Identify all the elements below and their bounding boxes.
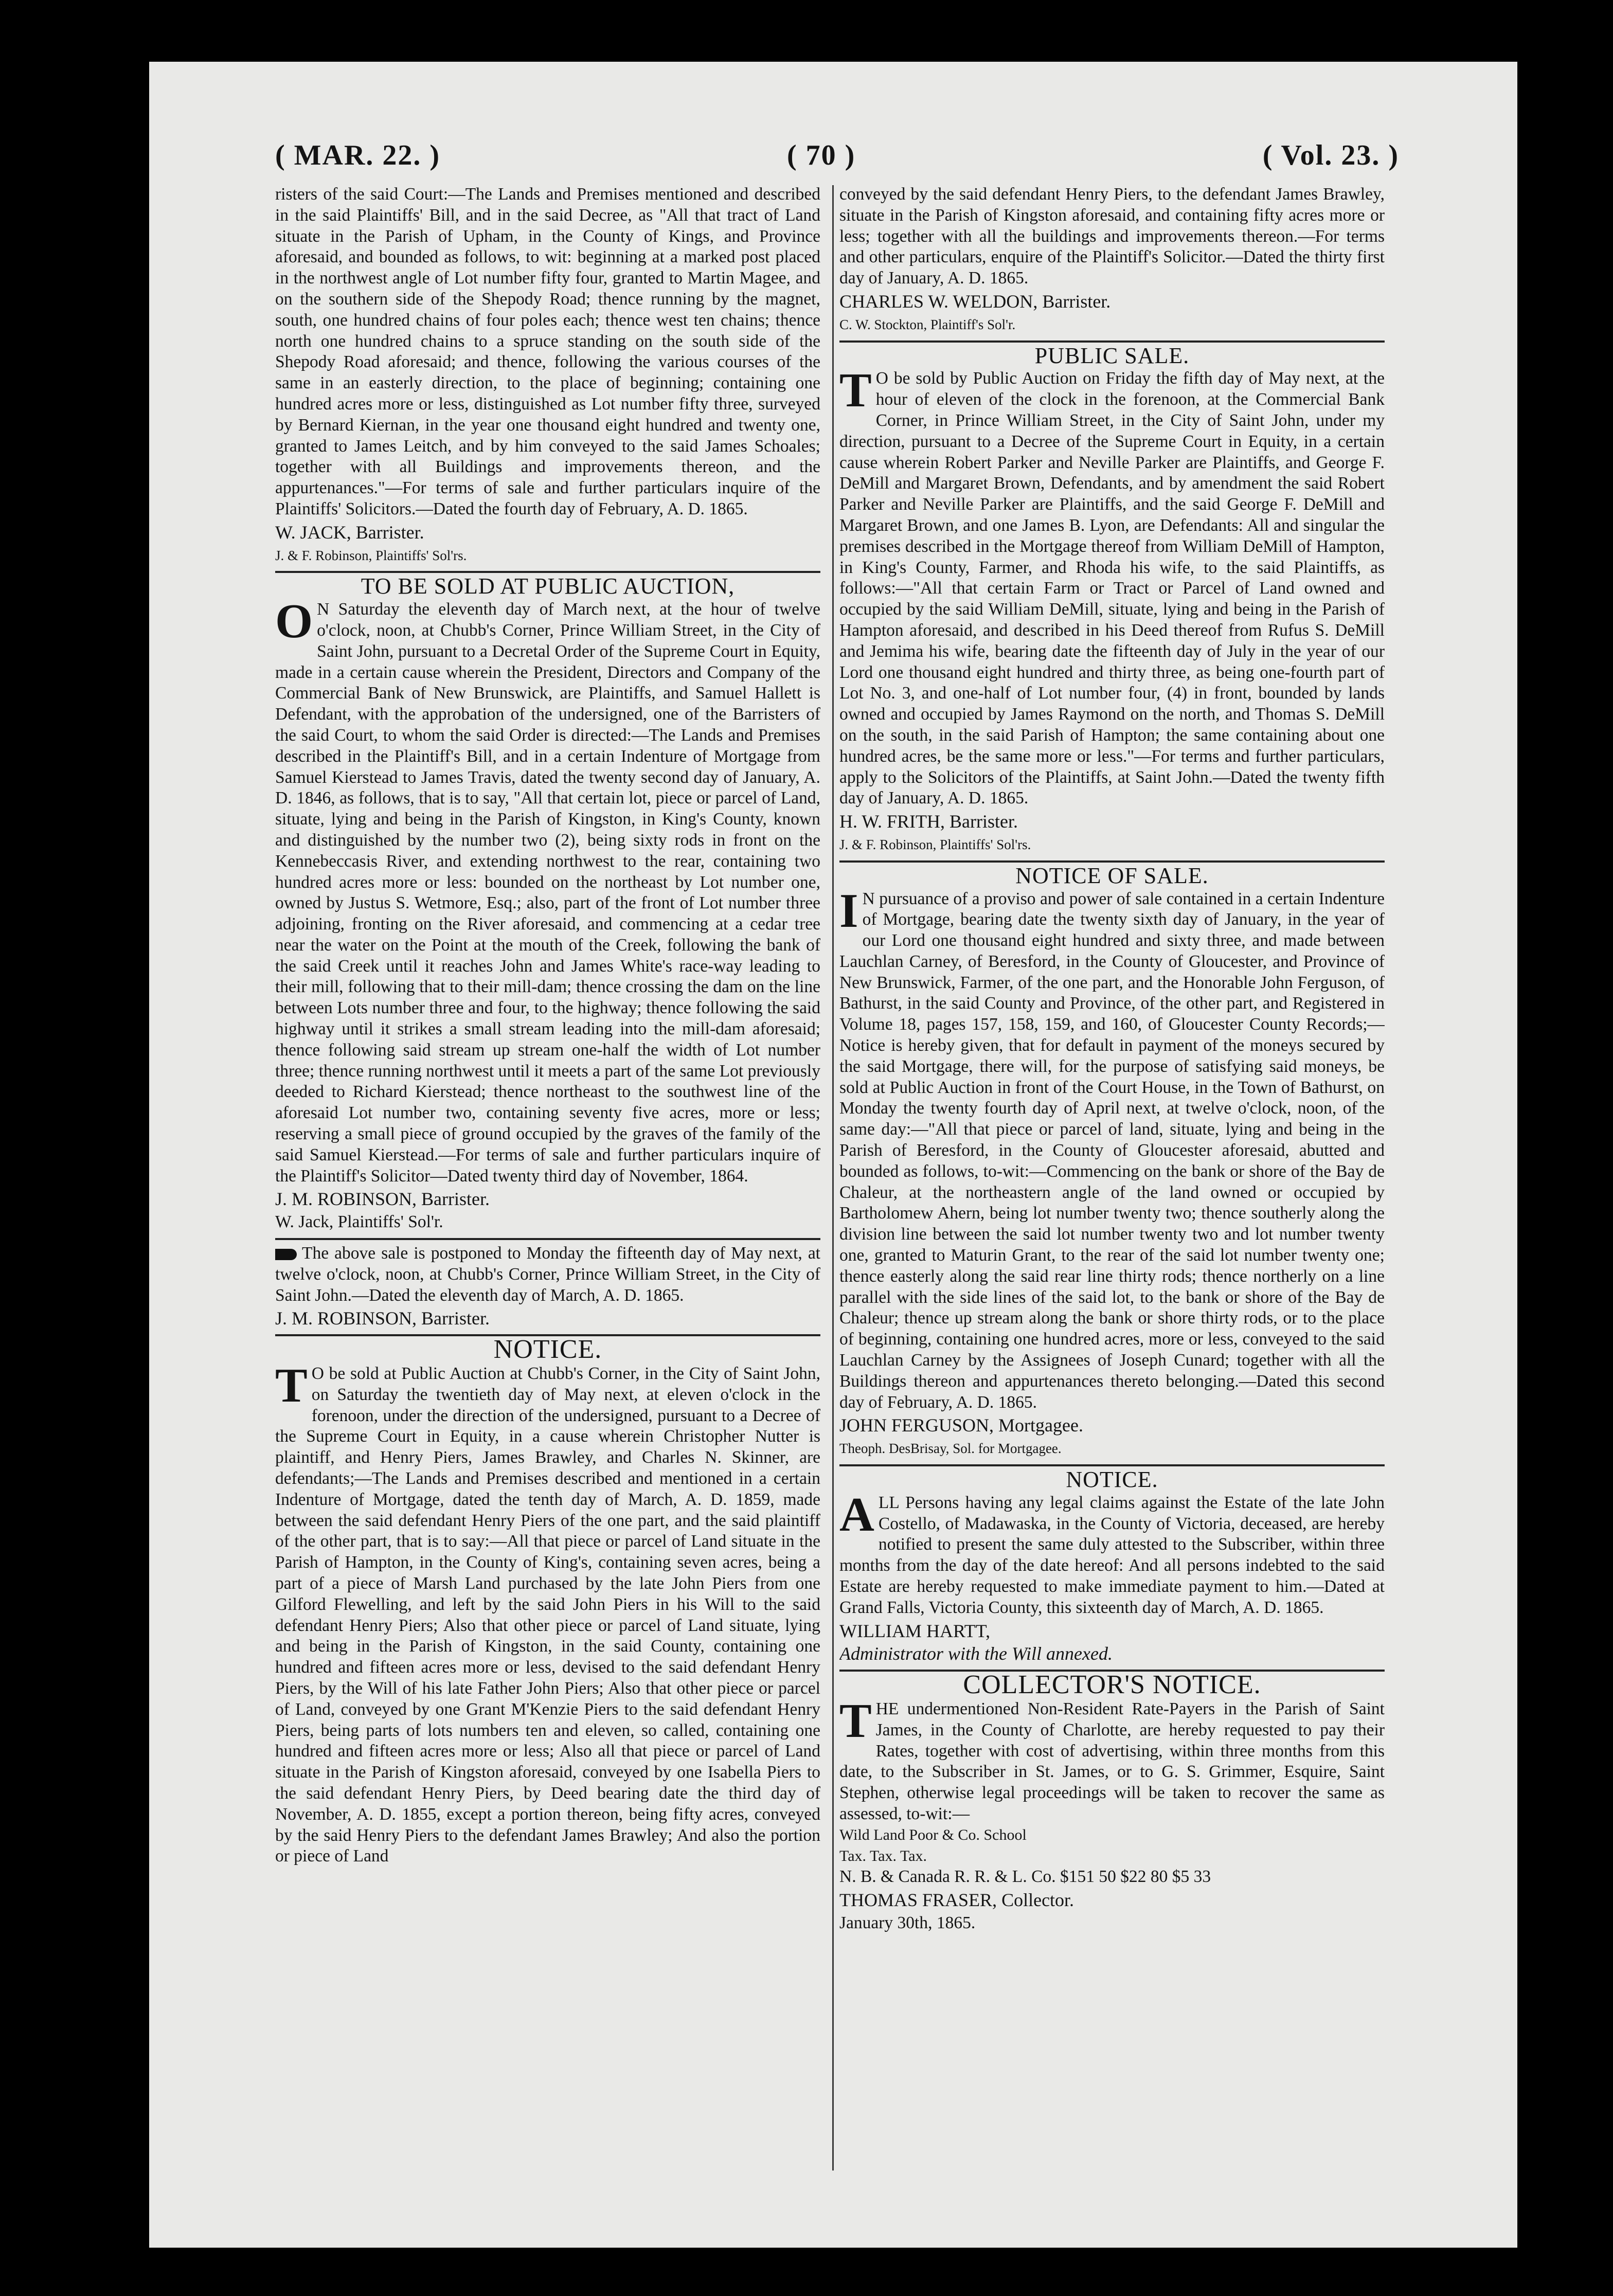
notice-piers-signature: CHARLES W. WELDON, Barrister. xyxy=(839,291,1111,312)
drop-cap: T xyxy=(839,1694,872,1748)
notice-of-sale-body xyxy=(839,884,1385,1413)
column-divider xyxy=(832,185,834,2171)
drop-cap: I xyxy=(839,884,858,938)
header-page-number: ( 70 ) xyxy=(787,139,856,171)
notice-of-sale-text: N pursuance of a proviso and power of sale contained in a certain Indenture of Mortgage, bearing date the twenty sixth day of January, in the year of our Lord one thousand eight hundred and sixty three, and made between Lauchlan Carney, of Beresford, in the County of Gloucester, and Province of New Brunswick, Farmer, of the one part, and the Honorable John Ferguson, of Bathurst, in the said County and Province, of the other part, and Registered in Volume 18, pages 157, 158, 159, and 160, of Gloucester County Records;—Notice is hereby given, that for default in payment of the moneys secured by the said Mortgage, there will, for the purpose of satisfying said moneys, be sold at Public Auction in front of the Court House, in the Town of Bathurst, on Monday the twenty fourth day of April next, at twelve o'clock, noon, of the same day:—"All that piece or parcel of land, situate, lying and being in the Parish of Beresford, in the County of Gloucester aforesaid, abutted and bounded as follows, to-wit:—Commencing on the bank or shore of the Bay de Chaleur, at the northeastern angle of the land owned or occupied by Bartholomew Ahern, being lot number twenty two; thence southerly along the division line between the said lot number twenty two and lot number twenty one, granted to Maturin Grant, to the rear of the said lot number twenty one; thence easterly along the said rear line thirty rods; thence northerly on a line parallel with the side lines of the said lot, to the bank or shore of the Bay de Chaleur; thence up stream along the bank or shore thirty rods, or to the place of beginning, containing one hundred acres, more or less, conveyed to the said Lauchlan Carney by the Assignees of Joseph Cunard; together with all the Buildings thereon and appurtenances thereto belonging.—Dated this second day of February, A. D. 1865. xyxy=(839,889,1385,1412)
right-column xyxy=(839,184,1385,2180)
estate-notice-heading: NOTICE. xyxy=(1066,1467,1158,1493)
estate-notice-body xyxy=(839,1487,1385,1619)
notice-auction-signature: J. M. ROBINSON, Barrister. xyxy=(275,1189,490,1210)
divider-rule xyxy=(275,1238,820,1240)
drop-cap: T xyxy=(839,364,872,418)
public-sale-heading: PUBLIC SALE. xyxy=(1034,343,1190,368)
newspaper-page xyxy=(149,62,1517,2248)
notice-auction-text: N Saturday the eleventh day of March next, at the hour of twelve o'clock, noon, at Chubb's Corner, Prince William Street, in the City of Saint John, pursuant to a Decretal Order of the Supreme Court in Equity, made in a certain cause wherein the President, Directors and Company of the Commercial Bank of New Brunswick, are Plaintiffs, and Samuel Hallett is Defendant, with the approbation of the undersigned, one of the Barristers of the said Court, to whom the said Order is directed:—The Lands and Premises described in the Plaintiff's Bill, and in a certain Indenture of Mortgage from Samuel Kierstead to James Travis, dated the twenty second day of January, A. D. 1846, as follows, that is to say, "All that certain lot, piece or parcel of Land, situate, lying and being in the Parish of Kingston, in King's County, known and distinguished by the number two (2), being sixty rods in front on the Kennebeccasis River, and extending northwest to the rear, containing two hundred acres more or less: bounded on the northeast by Lot number one, owned by Justus S. Wetmore, Esq.; also, part of the front of Lot number three adjoining, fronting on the River aforesaid, and commencing at a cedar tree near the water on the Point at the mouth of the Creek, following the bank of the said Creek until it reaches John and James White's race-way leading to their mill, following that to their mill-dam; thence crossing the dam on the line between Lots number three and four, to the highway; thence following the said highway until it strikes a small stream leading into the mill-dam aforesaid; thence following said stream up stream one-half the width of Lot number three; thence running northwest until it meets a part of the same Lot previously deeded to Richard Kierstead; thence northeast to the southwest line of the aforesaid Lot number two, containing seventy five acres, more or less; reserving a small piece of ground occupied by the graves of the family of the said Samuel Kierstead.—For terms of sale and further particulars inquire of the Plaintiff's Solicitor—Dated twenty third day of November, 1864. xyxy=(275,600,820,1186)
divider-rule xyxy=(839,340,1385,343)
notice-piers-text: O be sold at Public Auction at Chubb's Corner, in the City of Saint John, on Saturday the twentieth day of May next, at eleven o'clock in the forenoon, under the direction of the undersigned, pursuant to a Decree of the Supreme Court in Equity, in a cause wherein Christopher Nutter is plaintiff, and Henry Piers, James Brawley, and Charles N. Skinner, are defendants;—The Lands and Premises described and mentioned in a certain Indenture of Mortgage, dated the tenth day of March, A. D. 1859, made between the said defendant Henry Piers of the one part, and the said plaintiff of the other part, that is to say:—All that piece or parcel of Land situate in the Parish of Hampton, in the County of King's, containing seven acres, being a part of a piece of Marsh Land purchased by the late John Piers from one Gilford Flewelling, and left by the said John Piers in his Will to the said defendant Henry Piers; Also that other piece or parcel of Land situate, lying and being in the Parish of Kingston, in the said County, containing one hundred and fifteen acres more or less, devised to the said defendant Henry Piers, by the Will of his late Father John Piers; Also that other piece or parcel of Land, conveyed by one Grant M'Kenzie Piers to the said defendant Henry Piers, being parts of lots numbers ten and eleven, so called, containing one hundred and fifteen acres more or less; Also all that piece or parcel of Land situate in the Parish of Kingston aforesaid, conveyed by one Isabella Piers to the said defendant Henry Piers, by Deed bearing date the third day of November, A. D. 1855, except a portion thereon, being fifty acres, conveyed by the said Henry Piers to the defendant James Brawley; And also the portion or piece of Land xyxy=(275,1364,820,1866)
collector-notice-body xyxy=(839,1694,1385,1825)
left-column xyxy=(275,184,820,2180)
notice-auction-body xyxy=(275,595,820,1187)
tax-row: N. B. & Canada R. R. & L. Co. $151 50 $22 80 $5 33 xyxy=(839,1867,1211,1887)
public-sale-text: O be sold by Public Auction on Friday the fifth day of May next, at the hour of eleven of the clock in the forenoon, at the Commercial Bank Corner, in Prince William Street, in the City of Saint John, under my direction, pursuant to a Decree of the Supreme Court in Equity, in a certain cause wherein Robert Parker and Neville Parker are Plaintiffs, and George F. DeMill and Margaret Brown, Defendants, and by amendment the said Robert Parker and Neville Parker are Plaintiffs, and the said George F. DeMill and Margaret Brown, and one James B. Lyon, are Defendants: All and singular the premises described in the Mortgage thereof from William DeMill of Hampton, in King's County, Farmer, and Rhoda his wife, to the said Plaintiffs, as follows:—"All that certain Farm or Tract or Parcel of Land owned and occupied by the said William DeMill, situate, lying and being in the Parish of Hampton aforesaid, and described in his Deed thereof from Rufus S. DeMill and Jemima his wife, bearing date the fifteenth day of July in the year of our Lord one thousand eight hundred and thirty three, as being one-fourth part of Lot No. 3, and one-half of Lot number four, (4) in front, bounded by lands owned and occupied by James Raymond on the north, and Thomas S. DeMill on the south, in the said Parish of Hampton; the same containing about one hundred acres, be the same more or less."—For terms and further particulars, apply to the Solicitors of the Plaintiffs, at Saint John.—Dated the twenty fifth day of January, A. D. 1865. xyxy=(839,369,1385,808)
notice-piers-heading: NOTICE. xyxy=(493,1335,602,1365)
notice-postponed-text: The above sale is postponed to Monday the fifteenth day of May next, at twelve o'clock, noon, at Chubb's Corner, Prince William Street, in the City of Saint John.—Dated the eleventh day of March, A. D. 1865. xyxy=(275,1244,820,1305)
notice-postponed-signature: J. M. ROBINSON, Barrister. xyxy=(275,1308,490,1329)
drop-cap: A xyxy=(839,1487,874,1541)
drop-cap: O xyxy=(275,595,313,649)
tax-column-headers: Wild Land Poor & Co. School xyxy=(839,1826,1027,1843)
collector-notice-date: January 30th, 1865. xyxy=(839,1913,976,1932)
notice-upham-signature: W. JACK, Barrister. xyxy=(275,522,424,543)
notice-auction-heading: TO BE SOLD AT PUBLIC AUCTION, xyxy=(361,573,735,599)
notice-piers-body xyxy=(275,1359,820,1867)
notice-of-sale-signature: JOHN FERGUSON, Mortgagee. xyxy=(839,1415,1083,1436)
estate-notice-title: Administrator with the Will annexed. xyxy=(839,1643,1113,1664)
drop-cap: T xyxy=(275,1359,308,1413)
header-volume: ( Vol. 23. ) xyxy=(1262,139,1399,171)
header-date: ( MAR. 22. ) xyxy=(275,139,441,171)
public-sale-solicitor: J. & F. Robinson, Plaintiffs' Sol'rs. xyxy=(839,836,1031,852)
pointing-hand-icon xyxy=(275,1249,297,1260)
notice-postponed xyxy=(275,1243,820,1306)
notice-of-sale-solicitor: Theoph. DesBrisay, Sol. for Mortgagee. xyxy=(839,1441,1062,1457)
notice-auction-solicitor: W. Jack, Plaintiffs' Sol'r. xyxy=(275,1212,443,1232)
divider-rule xyxy=(839,860,1385,863)
estate-notice-text: LL Persons having any legal claims against the Estate of the late John Costello, of Madawaska, in the County of Victoria, deceased, are hereby notified to present the same duly attested to the Subscriber, within three months from the day of the date hereof: And all persons indebted to the said Estate are hereby requested to make immediate payment to him.—Dated at Grand Falls, Victoria County, this sixteenth day of March, A. D. 1865. xyxy=(839,1493,1385,1617)
notice-upham-solicitor: J. & F. Robinson, Plaintiffs' Sol'rs. xyxy=(275,547,467,563)
notice-piers-solicitor: C. W. Stockton, Plaintiff's Sol'r. xyxy=(839,316,1016,332)
notice-upham-text: risters of the said Court:—The Lands and Premises mentioned and described in the said Plaintiffs' Bill, and in the said Decree, as "All that tract of Land situate in the Parish of Upham, in the County of Kings, and Province aforesaid, and bounded as follows, to wit: beginning at a marked post placed in the northwest angle of Lot number fifty four, granted to Martin Magee, and on the southern side of the Shepody Road; thence running by the magnet, south, one hundred chains of four poles each; thence west ten chains; thence north one hundred chains to a spruce standing on the south side of the Shepody Road aforesaid; and thence, following the various courses of the same in an easterly direction, to the place of beginning; containing one hundred acres more or less, distinguished as Lot number fifty three, surveyed by Bernard Kiernan, in the year one thousand eight hundred and twenty one, granted to James Leitch, and by him conveyed to the said James Schoales; together with all Buildings and improvements thereon, and the appurtenances."—For terms of sale and further particulars inquire of the Plaintiffs' Solicitors.—Dated the fourth day of February, A. D. 1865. xyxy=(275,185,820,518)
collector-notice-text: HE undermentioned Non-Resident Rate-Payers in the Parish of Saint James, in the County of Charlotte, are hereby requested to pay their Rates, together with cost of advertising, within three months from this date, to the Subscriber in St. James, or to G. S. Grimmer, Esquire, Saint Stephen, otherwise legal proceedings will be taken to recover the same as assessed, to-wit:— xyxy=(839,1699,1385,1823)
tax-column-subheaders: Tax. Tax. Tax. xyxy=(839,1847,927,1864)
collector-notice-signature: THOMAS FRASER, Collector. xyxy=(839,1890,1074,1911)
notice-piers-continued: conveyed by the said defendant Henry Piers, to the defendant James Brawley, situate in the Parish of Kingston aforesaid, and containing fifty acres more or less; together with all the buildings and improvements thereon.—For terms and other particulars, enquire of the Plaintiff's Solicitor.—Dated the thirty first day of January, A. D. 1865. xyxy=(839,185,1385,288)
divider-rule xyxy=(275,571,820,573)
collector-notice-heading: COLLECTOR'S NOTICE. xyxy=(963,1670,1261,1700)
estate-notice-signature: WILLIAM HARTT, xyxy=(839,1620,991,1641)
notice-of-sale-heading: NOTICE OF SALE. xyxy=(1015,863,1209,888)
public-sale-signature: H. W. FRITH, Barrister. xyxy=(839,811,1018,832)
divider-rule xyxy=(839,1464,1385,1466)
public-sale-body xyxy=(839,364,1385,809)
